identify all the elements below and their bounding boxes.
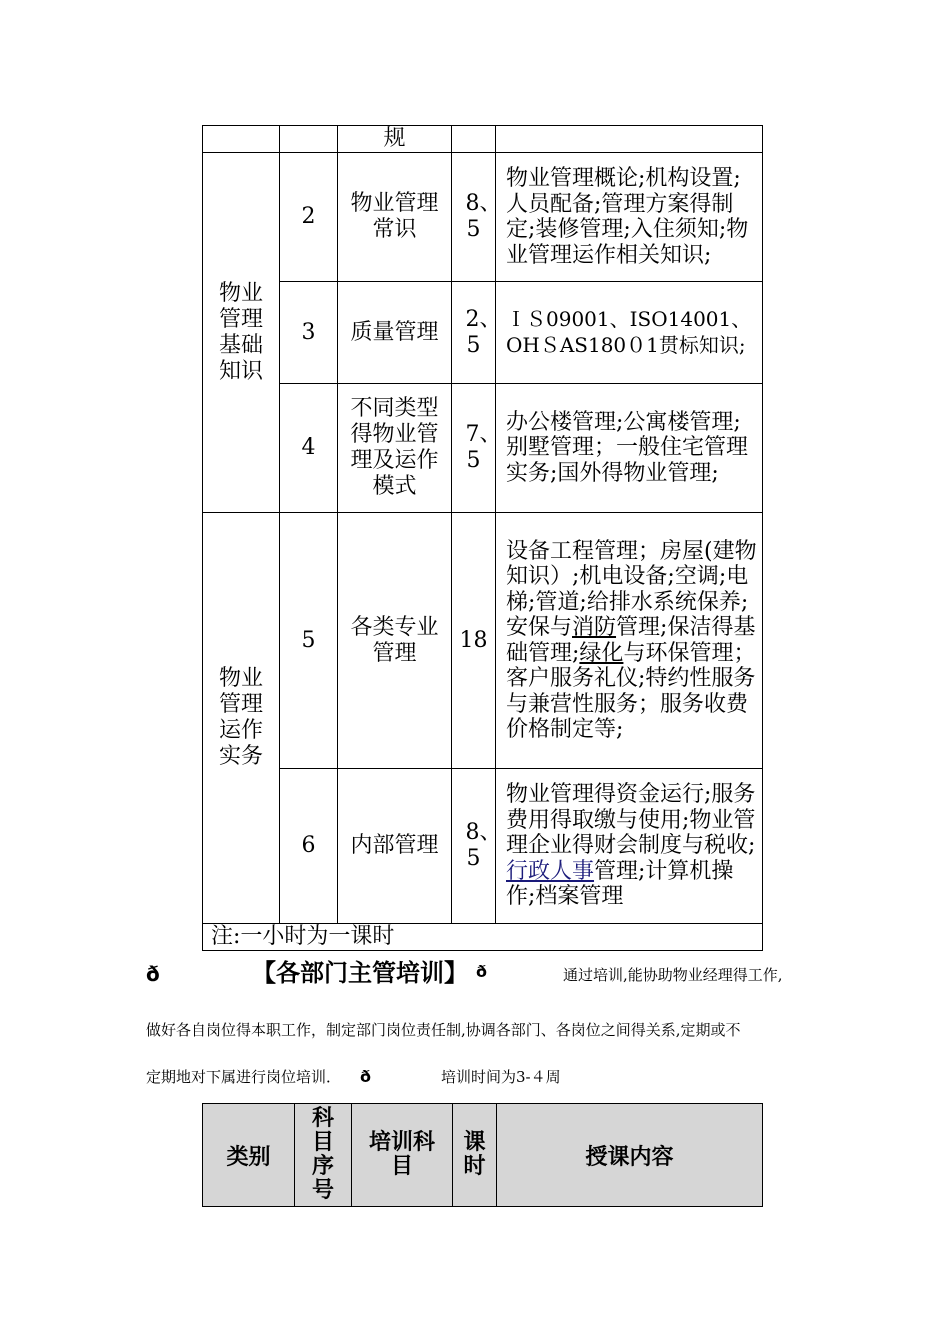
number-cell: 6: [280, 769, 338, 924]
table-row: [203, 924, 763, 951]
paragraph-line: 通过培训,能协助物业经理得工作,: [563, 966, 783, 984]
hours-cell: [452, 769, 502, 924]
content-text: 设备工程管理；房屋(建物知识）;机电设备;空调;电梯;管道;给排水系统保养;安保与: [506, 538, 757, 640]
paragraph-line: 培训时间为3-４周: [441, 1068, 561, 1086]
table-row: [203, 384, 763, 513]
content-cell: 办公楼管理;公寓楼管理;别墅管理；一般住宅管理实务;国外得物业管理;: [496, 384, 763, 513]
content-cell: ＩＳ09001、ISO14001、OHＳAS180０1贯标知识;: [496, 282, 763, 384]
content-text: 与环保管理；客户服务礼仪;特约性服务与兼营性服务；服务收费价格制定等;: [506, 640, 756, 742]
hours-text: 2、5: [465, 306, 502, 358]
subject-cell: 内部管理: [338, 769, 452, 924]
paragraph-line: 定期地对下属进行岗位培训．: [146, 1068, 342, 1086]
table-note: 注:一小时为一课时: [203, 924, 763, 951]
hr-link[interactable]: 行政人事: [506, 858, 595, 884]
hours-text: 7、5: [465, 422, 502, 473]
subject-cell: 规: [338, 126, 452, 153]
bullet-mark: ð: [476, 962, 487, 981]
content-text-underlined: 绿化: [579, 640, 624, 666]
content-text: 物业管理得资金运行;服务费用得取缴与使用;物业管理企业得财会制度与税收;: [506, 782, 756, 859]
table-row: [203, 153, 763, 282]
subject-cell: 不同类型得物业管理及运作模式: [338, 384, 452, 513]
training-table-2: [202, 1103, 763, 1207]
subject-cell: 物业管理常识: [338, 153, 452, 282]
header-category: 类别: [203, 1104, 295, 1207]
hours-text: 8、5: [465, 820, 502, 871]
table-row: [203, 513, 763, 769]
subject-cell: 质量管理: [338, 282, 452, 384]
hours-cell: [452, 282, 502, 384]
category-cell: 物业管理基础知识: [203, 153, 280, 513]
header-hours: [453, 1104, 497, 1207]
header-subject: [352, 1104, 453, 1207]
header-content: 授课内容: [497, 1104, 763, 1207]
table-row: [203, 282, 763, 384]
content-text: 管理;保洁得基础管理;: [506, 615, 756, 666]
hours-cell: [452, 384, 502, 513]
content-cell: [496, 769, 763, 924]
hours-text: 8、5: [465, 191, 502, 242]
header-subject-number: [295, 1104, 352, 1207]
header-text: 培训科目: [368, 1130, 435, 1179]
hours-cell: 18: [452, 513, 496, 769]
paragraph-line: 做好各自岗位得本职工作，制定部门岗位责任制,协调各部门、各岗位之间得关系,定期或不: [146, 1021, 741, 1039]
content-cell: 物业管理概论;机构设置;人员配备;管理方案得制定;装修管理;入住须知;物业管理运作相关知识;: [496, 153, 763, 282]
bullet-mark: ð: [360, 1067, 371, 1086]
training-table-1: [202, 125, 763, 951]
content-cell: [496, 513, 763, 769]
header-text: 科目序号: [311, 1106, 334, 1203]
content-text: 管理;计算机操作;档案管理: [506, 858, 734, 910]
bullet-mark: ð: [146, 962, 160, 986]
table-row: [203, 126, 763, 153]
section-title: 【各部门主管培训】: [252, 959, 468, 987]
number-cell: 3: [280, 282, 338, 384]
table-row: [203, 769, 763, 924]
header-text: 课时: [463, 1130, 486, 1179]
number-cell: 2: [280, 153, 338, 282]
hours-cell: [452, 153, 502, 282]
category-cell: 物业管理运作实务: [203, 513, 280, 924]
number-cell: 5: [280, 513, 338, 769]
number-cell: 4: [280, 384, 338, 513]
section-heading-row: [0, 956, 950, 992]
table-header-row: [203, 1104, 763, 1207]
subject-cell: 各类专业管理: [338, 513, 452, 769]
content-text-underlined: 消防: [572, 615, 617, 640]
